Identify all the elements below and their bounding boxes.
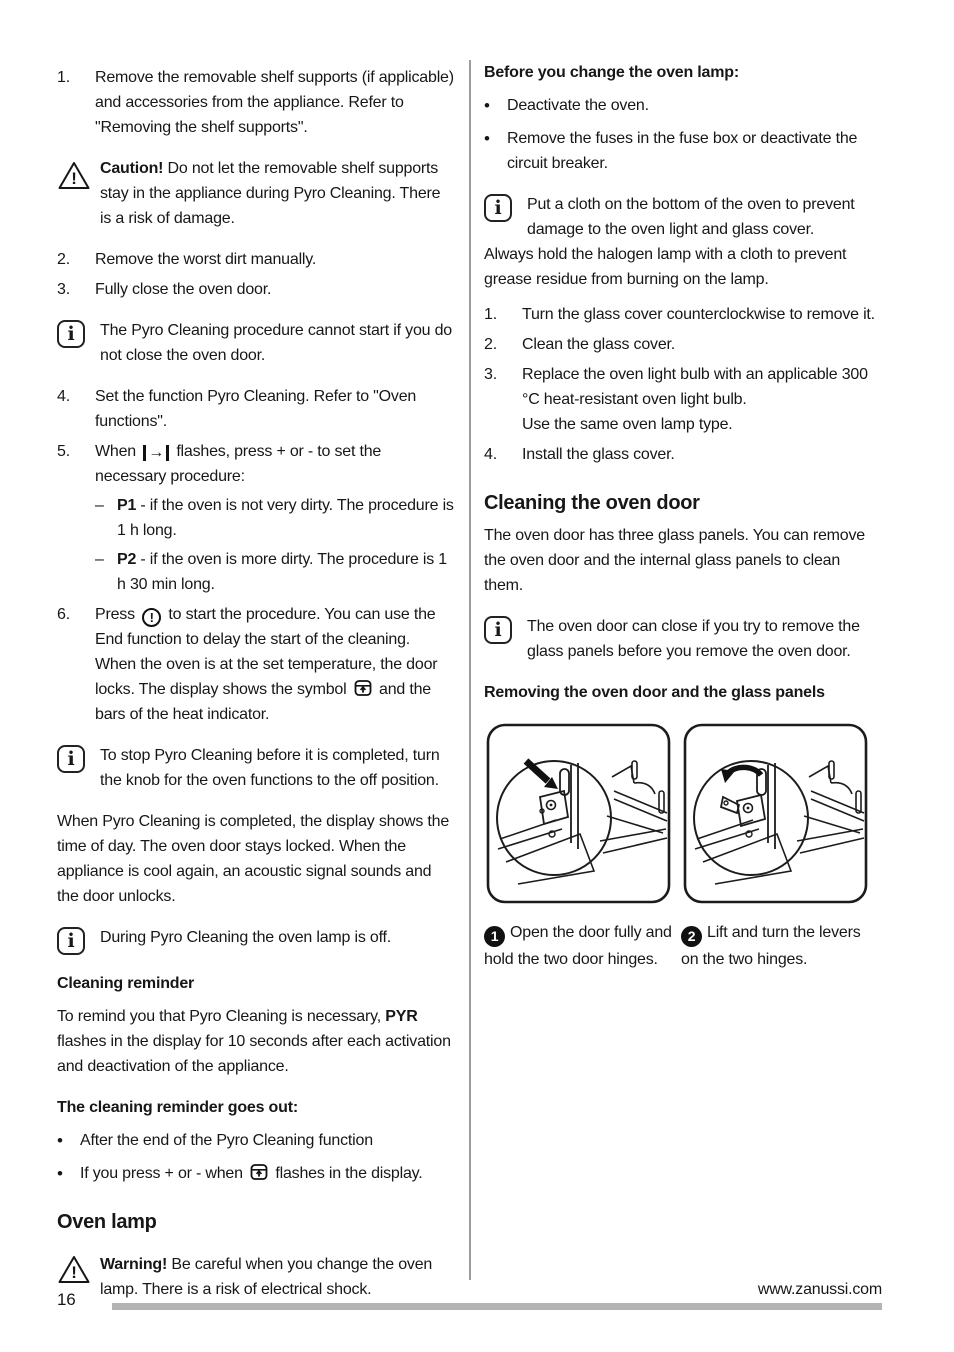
step-text (522, 362, 882, 437)
bullet-text: Remove the fuses in the fuse box or deactivate the circuit breaker. (507, 130, 858, 172)
left-column (57, 60, 455, 1318)
reminder-post: flashes in the display for 10 seconds after each activation and deactivation of the appliance. (57, 1033, 451, 1075)
paragraph: The oven door has three glass panels. You can remove the oven door and the internal glass panels to clean them. (484, 527, 865, 594)
caption-text: Lift and turn the levers on the two hinges. (681, 924, 861, 968)
step-text-main: Replace the oven light bulb with an applicable 300 °C heat-resistant oven light bulb. (522, 366, 868, 408)
numbered-list (484, 302, 882, 467)
step-number: 4. (484, 446, 497, 463)
step-text-pre: Press (95, 606, 135, 623)
step-text: Clean the glass cover. (522, 336, 676, 353)
step-number: 4. (57, 388, 70, 405)
section-heading-cleaning-door: Cleaning the oven door (484, 492, 700, 514)
step-number: 1. (57, 69, 70, 86)
page-number: 16 (57, 1290, 76, 1309)
figure-row (484, 721, 882, 906)
subheading-removing-door: Removing the oven door and the glass panels (484, 684, 825, 701)
sub-list-item (95, 547, 455, 597)
info-text: Put a cloth on the bottom of the oven to prevent damage to the oven light and glass cover. (527, 196, 855, 238)
list-item (57, 439, 455, 489)
figure-1-illustration (484, 721, 673, 906)
bullet-text (80, 1161, 455, 1186)
right-column (484, 60, 882, 1318)
subheading-reminder-goes-out: The cleaning reminder goes out: (57, 1099, 298, 1116)
svg-text:!: ! (71, 169, 77, 188)
column-divider (469, 60, 471, 1280)
list-item (57, 247, 455, 272)
step-text-pre: When (95, 443, 136, 460)
bullet-dot: • (57, 1131, 63, 1150)
info-text: To stop Pyro Cleaning before it is completed, turn the knob for the oven functions to the off position. (100, 747, 440, 789)
caution-label: Caution! (100, 160, 164, 177)
warning-note (57, 1252, 455, 1302)
paragraph: Always hold the halogen lamp with a cloth to prevent grease residue from burning on the lamp. (484, 246, 847, 288)
sub-list-item (95, 493, 455, 543)
caution-text (100, 160, 440, 227)
info-icon: i (57, 320, 85, 348)
info-text: The Pyro Cleaning procedure cannot start if you do not close the oven door. (100, 322, 452, 364)
list-item (57, 602, 455, 727)
list-item (484, 332, 882, 357)
paragraph: When Pyro Cleaning is completed, the display shows the time of day. The oven door stays locked. When the appliance is cool again, an acoustic signal sounds and the door unlocks. (57, 813, 450, 905)
info-note (57, 925, 455, 955)
procedure-code: P2 (117, 551, 137, 568)
paragraph (57, 1004, 455, 1079)
step-text: Set the function Pyro Cleaning. Refer to "Oven functions". (95, 388, 417, 430)
bullet-dot: • (57, 1164, 63, 1183)
figure-captions (484, 920, 882, 972)
footer-bar (112, 1303, 882, 1310)
bullet-item (57, 1161, 455, 1186)
step-text: Fully close the oven door. (95, 281, 272, 298)
icon-cell (57, 156, 100, 208)
step-number: 3. (484, 366, 497, 383)
step-number: 3. (57, 281, 70, 298)
bullet-text-post: flashes in the display. (275, 1165, 423, 1182)
info-note (57, 743, 455, 793)
reminder-pre: To remind you that Pyro Cleaning is necessary, (57, 1008, 386, 1025)
step-text: Remove the worst dirt manually. (95, 251, 317, 268)
dash: – (95, 497, 104, 514)
caution-body: Do not let the removable shelf supports stay in the appliance during Pyro Cleaning. There is a risk of damage. (100, 160, 441, 227)
info-icon: i (484, 194, 512, 222)
warning-text (100, 1252, 455, 1302)
info-text: The oven door can close if you try to remove the glass panels before you remove the oven door. (527, 618, 860, 660)
caution-note (57, 156, 455, 231)
step-number: 2. (484, 336, 497, 353)
figure-1-caption (484, 920, 673, 972)
info-note (484, 614, 882, 664)
procedure-code: P1 (117, 497, 137, 514)
step-number: 5. (57, 443, 70, 460)
list-item (57, 277, 455, 302)
icon-cell (484, 192, 527, 242)
step-text (95, 602, 455, 727)
step-number: 1. (484, 306, 497, 323)
display-code-pyr: PYR (385, 1008, 418, 1025)
info-icon: i (57, 745, 85, 773)
door-lock-icon (354, 679, 372, 697)
bullet-item (484, 93, 882, 118)
step-text-post: flashes, press + or - to set the necessary procedure: (95, 443, 382, 485)
procedure-desc: - if the oven is not very dirty. The procedure is 1 h long. (117, 497, 454, 539)
list-item (484, 362, 882, 437)
info-icon: i (484, 616, 512, 644)
warning-triangle-icon (57, 1254, 91, 1285)
bullet-item (57, 1128, 455, 1153)
step-2-badge: 2 (681, 926, 702, 947)
step-text-note: Use the same oven lamp type. (522, 416, 733, 433)
subheading-before-change-lamp: Before you change the oven lamp: (484, 64, 739, 81)
icon-cell (57, 743, 100, 793)
icon-cell (57, 925, 100, 955)
website-url: www.zanussi.com (757, 1281, 882, 1298)
bullet-dot: • (484, 129, 490, 148)
icon-cell (57, 318, 100, 368)
step-text (95, 439, 455, 489)
step-1-badge: 1 (484, 926, 505, 947)
figure-2-illustration (681, 721, 870, 906)
info-icon: i (57, 927, 85, 955)
caption-text: Open the door fully and hold the two door hinges. (484, 924, 672, 968)
figure-2-caption (681, 920, 870, 972)
step-text-post: and the bars of the heat indicator. (95, 681, 431, 723)
info-note (57, 318, 455, 368)
door-lock-icon (250, 1163, 268, 1181)
step-text: Turn the glass cover counterclockwise to remove it. (522, 306, 875, 323)
svg-text:!: ! (71, 1263, 77, 1282)
bullet-text: Deactivate the oven. (507, 97, 649, 114)
warning-body: Be careful when you change the oven lamp. There is a risk of electrical shock. (100, 1256, 433, 1298)
step-number: 2. (57, 251, 70, 268)
list-item (484, 302, 882, 327)
bullet-text-pre: If you press + or - when (80, 1165, 243, 1182)
dash: – (95, 551, 104, 568)
list-item (484, 442, 882, 467)
step-text: Install the glass cover. (522, 446, 675, 463)
info-text: During Pyro Cleaning the oven lamp is off. (100, 929, 392, 946)
icon-cell (484, 614, 527, 664)
bullet-dot: • (484, 96, 490, 115)
warning-label: Warning! (100, 1256, 168, 1273)
sub-text (117, 547, 455, 597)
clock-button-icon: ! (142, 608, 161, 627)
bullet-text: After the end of the Pyro Cleaning function (80, 1132, 373, 1149)
sub-text (117, 493, 455, 543)
warning-triangle-icon (57, 160, 91, 191)
section-heading-oven-lamp: Oven lamp (57, 1211, 157, 1233)
duration-end-icon: → (143, 445, 169, 461)
list-item (57, 65, 455, 140)
procedure-desc: - if the oven is more dirty. The procedure is 1 h 30 min long. (117, 551, 448, 593)
step-number: 6. (57, 606, 70, 623)
step-text: Remove the removable shelf supports (if applicable) and accessories from the appliance. Refer to "Removing the shelf supports". (95, 69, 454, 136)
list-item (57, 384, 455, 434)
step-text-mid: to start the procedure. You can use the End function to delay the start of the cleaning. When the oven is at the set temperature, the door locks. The display shows the symbol (95, 606, 438, 698)
subheading-cleaning-reminder: Cleaning reminder (57, 975, 195, 992)
info-note (484, 192, 882, 242)
bullet-item (484, 126, 882, 176)
